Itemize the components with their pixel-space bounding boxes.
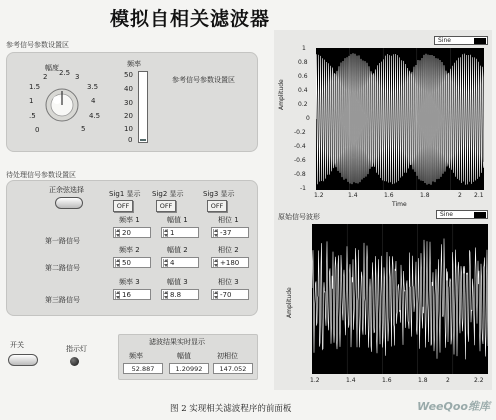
sig2-display-label: Sig2 显示 [152, 190, 184, 198]
watermark: WeeQoo维库 [417, 400, 490, 413]
knob-tick-2-5: 2.5 [59, 69, 71, 77]
results-panel [118, 334, 258, 380]
indicator-led [70, 357, 79, 366]
ref-section-panel [6, 52, 258, 152]
top-xtick-2: 1.6 [384, 192, 394, 199]
freq2-input[interactable]: 50 [113, 257, 151, 268]
slider-tick-40: 40 [124, 85, 133, 93]
slider-tick-30: 30 [124, 99, 133, 107]
top-ytick-0: 1 [302, 45, 306, 52]
knob-tick-3-5: 3.5 [87, 83, 99, 91]
top-plot-trace [316, 48, 484, 190]
bottom-plot-area[interactable] [312, 224, 488, 374]
top-ytick-2: 0.6 [298, 73, 308, 80]
row1-label: 第一路信号 [45, 237, 80, 245]
knob-tick-3: 3 [75, 73, 80, 81]
results-phase-value: 147.052 [213, 363, 253, 374]
results-header-amp: 幅值 [177, 352, 191, 360]
amp1-input[interactable]: 1 [161, 227, 199, 238]
top-ytick-10: -1 [300, 185, 306, 192]
amp1-label: 幅值 1 [167, 216, 188, 224]
phase2-label: 相位 2 [218, 246, 239, 254]
knob-tick-0-5: .5 [29, 112, 36, 120]
slider-fill [140, 139, 146, 141]
bottom-plot-title: 原始信号波形 [278, 213, 320, 221]
phase1-input[interactable]: -37 [211, 227, 249, 238]
bottom-plot-ylabel: Amplitude [286, 287, 293, 318]
freq3-label: 频率 3 [119, 278, 140, 286]
top-ytick-3: 0.4 [298, 87, 308, 94]
bottom-xtick-1: 1.4 [346, 377, 356, 384]
sig1-display-label: Sig1 显示 [109, 190, 141, 198]
freq1-input[interactable]: 20 [113, 227, 151, 238]
slider-tick-10: 10 [124, 125, 133, 133]
sine-toggle-label: 正余弦选择 [49, 186, 84, 194]
indicator-label: 指示灯 [66, 345, 87, 353]
amp3-label: 幅值 3 [167, 278, 188, 286]
knob-tick-4-5: 4.5 [89, 112, 101, 120]
top-xtick-0: 1.2 [314, 192, 324, 199]
bottom-plot-legend[interactable]: Sine [436, 210, 488, 219]
top-xtick-1: 1.4 [348, 192, 358, 199]
results-amp-value: 1.20992 [169, 363, 209, 374]
slider-tick-50: 50 [124, 71, 133, 79]
row3-label: 第三路信号 [45, 296, 80, 304]
ref-section-label: 参考信号参数设置区 [6, 41, 69, 49]
amp3-input[interactable]: 8.8 [161, 289, 199, 300]
freq1-label: 频率 1 [119, 216, 140, 224]
top-plot-ylabel: Amplitude [278, 79, 285, 110]
top-xtick-4: 2 [458, 192, 462, 199]
sig2-display-button[interactable]: OFF [156, 200, 176, 212]
knob-tick-1-5: 1.5 [29, 83, 41, 91]
phase1-label: 相位 1 [218, 216, 239, 224]
proc-section-panel [6, 180, 258, 316]
figure-caption: 图 2 实现相关滤波程序的前面板 [170, 404, 292, 414]
bottom-xtick-0: 1.2 [310, 377, 320, 384]
sig3-display-button[interactable]: OFF [207, 200, 227, 212]
sig3-display-label: Sig3 显示 [203, 190, 235, 198]
top-plot-area[interactable] [316, 48, 484, 190]
slider-label: 频率 [127, 60, 141, 68]
top-ytick-9: -0.8 [294, 171, 306, 178]
amp2-label: 幅值 2 [167, 246, 188, 254]
results-freq-value: 52.887 [123, 363, 163, 374]
row2-label: 第二路信号 [45, 264, 80, 272]
top-xtick-3: 1.8 [420, 192, 430, 199]
phase3-label: 相位 3 [218, 278, 239, 286]
top-plot-legend[interactable]: Sine [434, 36, 488, 45]
bottom-xtick-2: 1.6 [382, 377, 392, 384]
bottom-waveform-graph [274, 208, 492, 390]
bottom-xtick-4: 2 [446, 377, 450, 384]
top-ytick-6: -0.2 [294, 129, 306, 136]
frequency-slider[interactable] [138, 71, 148, 143]
bottom-xtick-3: 1.8 [418, 377, 428, 384]
top-ytick-5: 0 [306, 115, 310, 122]
slider-tick-20: 20 [124, 112, 133, 120]
proc-section-label: 待处理信号参数设置区 [6, 171, 76, 179]
knob-tick-1: 1 [29, 97, 34, 105]
phase2-input[interactable]: +180 [211, 257, 249, 268]
phase3-input[interactable]: -70 [211, 289, 249, 300]
top-plot-xlabel: Time [392, 201, 407, 208]
knob-tick-5: 5 [81, 125, 86, 133]
top-waveform-graph [274, 30, 492, 210]
top-xtick-5: 2.1 [474, 192, 484, 199]
knob-tick-0: 0 [35, 126, 40, 134]
sine-cosine-toggle[interactable] [55, 197, 83, 209]
sig1-display-button[interactable]: OFF [113, 200, 133, 212]
bottom-xtick-5: 2.2 [474, 377, 484, 384]
knob-tick-2: 2 [43, 73, 48, 81]
top-ytick-1: 0.8 [298, 59, 308, 66]
knob-label: 幅度 [45, 64, 59, 72]
top-ytick-7: -0.4 [294, 143, 306, 150]
results-header-freq: 频率 [129, 352, 143, 360]
knob-tick-4: 4 [91, 97, 96, 105]
ref-inner-label: 参考信号参数设置区 [172, 76, 235, 84]
bottom-plot-trace [312, 224, 488, 374]
switch-label: 开关 [10, 341, 24, 349]
results-title: 滤波结果实时显示 [149, 338, 205, 346]
power-switch[interactable] [8, 354, 38, 366]
top-ytick-4: 0.2 [298, 101, 308, 108]
results-header-phase: 初相位 [217, 352, 238, 360]
amp2-input[interactable]: 4 [161, 257, 199, 268]
freq3-input[interactable]: 16 [113, 289, 151, 300]
page-title: 模拟自相关滤波器 [110, 8, 271, 30]
freq2-label: 频率 2 [119, 246, 140, 254]
top-ytick-8: -0.6 [294, 157, 306, 164]
slider-tick-0: 0 [128, 136, 133, 144]
